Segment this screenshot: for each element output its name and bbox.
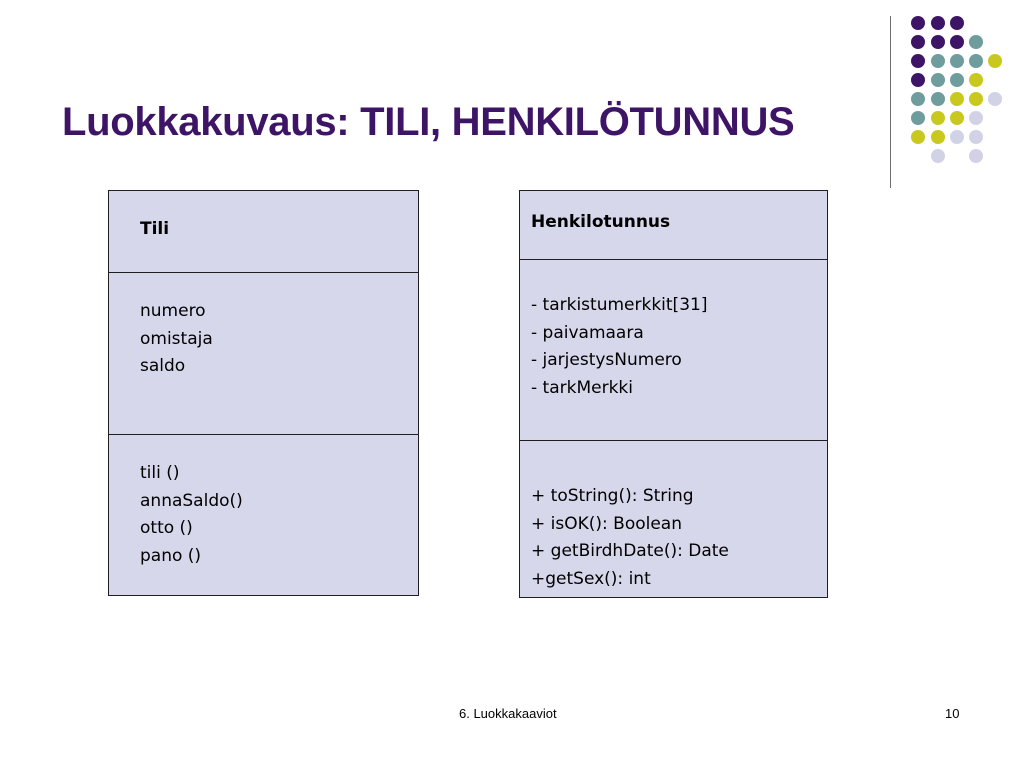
- decorative-dot: [988, 54, 1002, 68]
- decorative-dot: [988, 92, 1002, 106]
- slide-title: Luokkakuvaus: TILI, HENKILÖTUNNUS: [62, 100, 795, 144]
- class-box-tili: [108, 190, 419, 596]
- attribute-item: - paivamaara: [531, 322, 644, 343]
- decorative-dot: [911, 16, 925, 30]
- decorative-dot: [931, 54, 945, 68]
- decorative-dot: [931, 130, 945, 144]
- method-item: tili (): [140, 463, 180, 483]
- decorative-dot: [950, 111, 964, 125]
- page-number: 10: [945, 706, 960, 721]
- methods-compartment-henkilotunnus: [520, 440, 827, 597]
- class-name-henkilotunnus: Henkilotunnus: [531, 212, 671, 232]
- method-item: + getBirdhDate(): Date: [531, 541, 729, 561]
- decorative-dot: [950, 130, 964, 144]
- method-item: otto (): [140, 518, 193, 538]
- decorative-dot: [969, 149, 983, 163]
- attribute-item: numero: [140, 301, 206, 321]
- method-item: annaSaldo(): [140, 490, 243, 511]
- class-name-compartment: [109, 191, 418, 272]
- decorative-dot: [931, 149, 945, 163]
- decorative-dot: [911, 130, 925, 144]
- decorative-dot: [950, 16, 964, 30]
- decorative-dot: [931, 16, 945, 30]
- decorative-dot: [969, 35, 983, 49]
- decorative-dot: [969, 130, 983, 144]
- class-name-compartment: [520, 191, 827, 259]
- decorative-dot: [911, 54, 925, 68]
- decorative-dot: [931, 92, 945, 106]
- attribute-item: - tarkMerkki: [531, 377, 633, 398]
- attribute-item: - tarkistumerkkit[31]: [531, 295, 708, 315]
- methods-compartment-tili: [109, 434, 418, 595]
- decorative-divider-line: [890, 16, 891, 188]
- decorative-dot: [950, 92, 964, 106]
- decorative-dot: [969, 111, 983, 125]
- attribute-item: saldo: [140, 356, 186, 376]
- decorative-dot: [911, 35, 925, 49]
- decorative-dot: [969, 54, 983, 68]
- decorative-dot: [911, 111, 925, 125]
- method-item: + toString(): String: [531, 486, 694, 506]
- attributes-compartment-henkilotunnus: [520, 259, 827, 440]
- decorative-dot: [911, 92, 925, 106]
- method-item: pano (): [140, 545, 202, 566]
- decorative-dot: [950, 35, 964, 49]
- decorative-dot: [969, 73, 983, 87]
- decorative-dot: [931, 35, 945, 49]
- decorative-dot: [911, 73, 925, 87]
- footer-section-label: 6. Luokkakaaviot: [459, 706, 557, 721]
- decorative-dot: [950, 54, 964, 68]
- decorative-dot: [931, 111, 945, 125]
- decorative-dot: [950, 73, 964, 87]
- attributes-compartment-tili: [109, 272, 418, 434]
- class-name-tili: Tili: [140, 219, 170, 239]
- method-item: + isOK(): Boolean: [531, 513, 682, 534]
- attribute-item: - jarjestysNumero: [531, 350, 682, 370]
- decorative-dot: [969, 92, 983, 106]
- attribute-item: omistaja: [140, 328, 213, 349]
- decorative-dot: [931, 73, 945, 87]
- class-box-henkilotunnus: [519, 190, 828, 598]
- method-item: +getSex(): int: [531, 568, 651, 589]
